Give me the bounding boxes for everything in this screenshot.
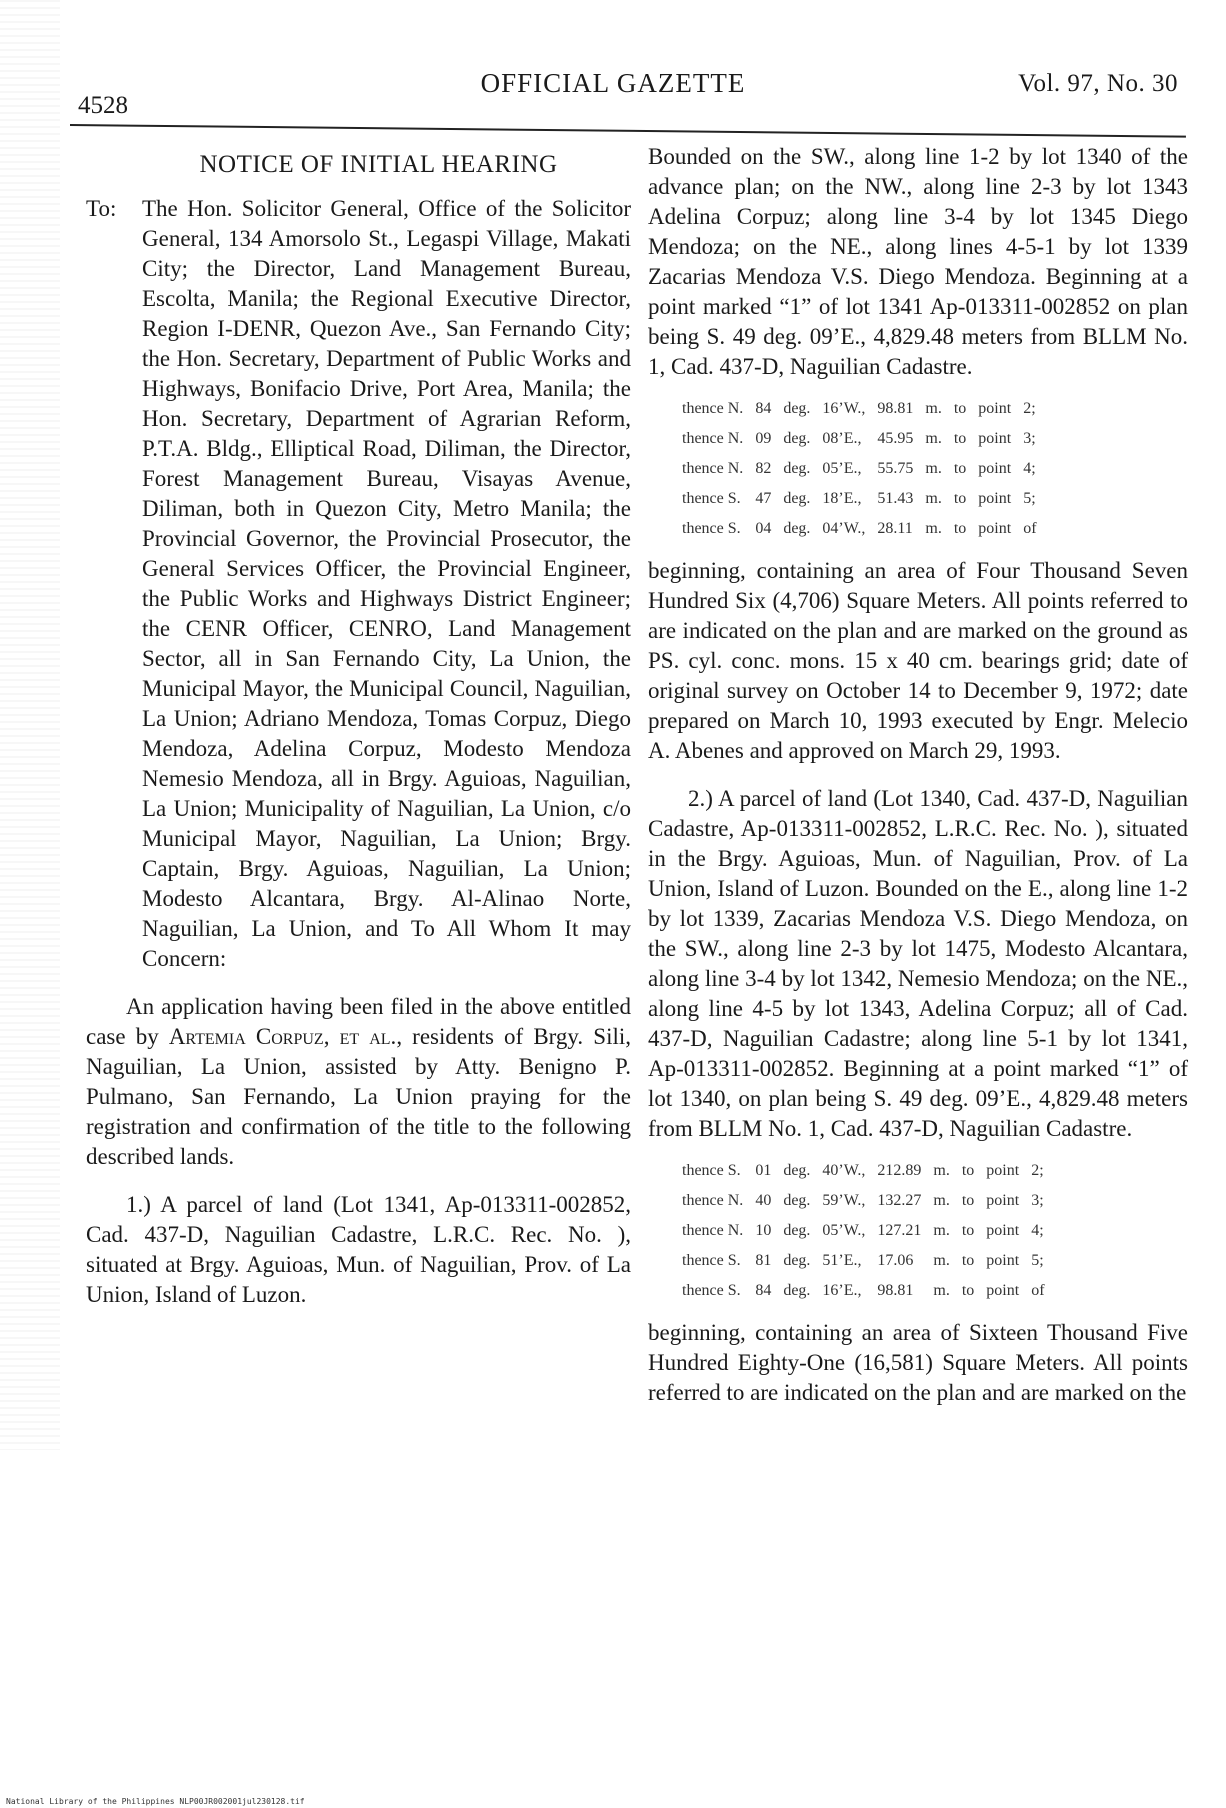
addressee-block xyxy=(86,194,631,974)
bearing-row xyxy=(676,1186,1051,1216)
bearing-row xyxy=(676,1276,1051,1306)
parcel-2-paragraph: 2.) A parcel of land (Lot 1340, Cad. 437-D, Naguilian Cadastre, Ap-013311-002852, L.R.C. Rec. No. ), situated in the Brgy. Aguioas, Mun. of Naguilian, Prov. of La Union, Island of Luzon. Bounded on the E., along line 1-2 by lot 1339, Zacarias Mendoza V.S. Diego Mendoza, on the SW., along line 2-3 by lot 1475, Modesto Alcantara, along line 3-4 by lot 1342, Nemesio Mendoza; on the NE., along line 4-5 by lot 1343, Adelina Corpuz; all of Cad. 437-D, Naguilian Cadastre; along line 5-1 by lot 1341, Ap-013311-002852. Beginning at a point marked “1” of lot 1340, on plan being S. 49 deg. 09’E., 4,829.48 meters from BLLM No. 1, Cad. 437-D, Naguilian Cadastre. xyxy=(648,786,1188,1141)
bearing-cell: 5; xyxy=(1031,1252,1044,1269)
bearing-cell: 04 xyxy=(755,520,772,537)
bearing-cell: 84 xyxy=(755,1282,772,1299)
lot-1340-area-paragraph: beginning, containing an area of Sixteen Thousand Five Hundred Eighty-One (16,581) Square Meters. All points referred to are indicated on the plan and are marked on the xyxy=(648,1320,1188,1405)
scan-noise xyxy=(0,0,60,1450)
bearing-cell: 2; xyxy=(1023,400,1036,417)
bearing-cell: to xyxy=(961,1162,975,1179)
bearing-cell: 98.81 xyxy=(877,400,914,417)
bearing-cell: 82 xyxy=(755,460,772,477)
addressee-text: The Hon. Solicitor General, Office of the Solicitor General, 134 Amorsolo St., Legaspi Village, Makati City; the Director, Land Management Bureau, Escolta, Manila; the Regional Executive Director, Region I-DENR, Quezon Ave., San Fernando City; the Hon. Secretary, Department of Public Works and Highways, Bonifacio Drive, Port Area, Manila; the Hon. Secretary, Department of Agrarian Reform, P.T.A. Bldg., Elliptical Road, Diliman, the Director, Forest Management Bureau, Visayas Avenue, Diliman, both in Quezon City, Metro Manila; the Provincial Governor, the Provincial Prosecutor, the General Services Officer, the Provincial Engineer, the Public Works and Highways District Engineer; the CENR Officer, CENRO, Land Management Sector, all in San Fernando City, La Union, the Municipal Mayor, the Municipal Council, Naguilian, La Union; Adriano Mendoza, Tomas Corpuz, Diego Mendoza, Adelina Corpuz, Modesto Mendoza Nemesio Mendoza, all in Brgy. Aguioas, Naguilian, La Union; Municipality of Naguilian, La Union, c/o Municipal Mayor, Naguilian, La Union; Brgy. Captain, Brgy. Aguioas, Naguilian, La Union; Modesto Alcantara, Brgy. Al-Alinao Norte, Naguilian, La Union, and To All Whom It may Concern: xyxy=(142,196,631,971)
page-number: 4528 xyxy=(78,92,128,119)
bearing-cell: thence N. xyxy=(682,1222,744,1239)
bearing-cell: thence N. xyxy=(682,430,744,447)
bearing-cell: 84 xyxy=(755,400,772,417)
bearing-cell: m. xyxy=(925,400,942,417)
bearing-row xyxy=(676,424,1043,454)
bearings-table-lot-1340 xyxy=(676,1156,1051,1306)
bearing-cell: m. xyxy=(933,1222,950,1239)
bearing-row xyxy=(676,484,1043,514)
bearing-cell: thence N. xyxy=(682,400,744,417)
bearing-cell: to xyxy=(953,400,967,417)
application-text-start: An application having been filed in the above entitled case by xyxy=(86,994,631,1049)
bearing-cell: m. xyxy=(925,430,942,447)
bearing-cell: to xyxy=(953,520,967,537)
bearing-cell: deg. xyxy=(783,1162,811,1179)
bearing-cell: 10 xyxy=(755,1222,772,1239)
bearing-cell: to xyxy=(961,1192,975,1209)
bearing-cell: to xyxy=(961,1282,975,1299)
bearing-cell: m. xyxy=(925,490,942,507)
bearing-cell: m. xyxy=(933,1192,950,1209)
bearing-cell: 55.75 xyxy=(877,460,914,477)
bearing-cell: 05’E., xyxy=(822,460,862,477)
bearing-cell: deg. xyxy=(783,1192,811,1209)
bearing-cell: thence S. xyxy=(682,1162,741,1179)
bearing-cell: 59’W., xyxy=(822,1192,866,1209)
bearing-row xyxy=(676,514,1043,544)
bearing-cell: 3; xyxy=(1023,430,1036,447)
to-label: To: xyxy=(86,196,117,221)
parcel-1-paragraph: 1.) A parcel of land (Lot 1341, Ap-013311-002852, Cad. 437-D, Naguilian Cadastre, L.R.C. Rec. No. ), situated at Brgy. Aguioas, Mun. of Naguilian, Prov. of La Union, Island of Luzon. xyxy=(86,1192,631,1307)
bearing-cell: 01 xyxy=(755,1162,772,1179)
left-column xyxy=(86,142,631,1310)
bearing-cell: m. xyxy=(933,1282,950,1299)
bearing-cell: to xyxy=(961,1252,975,1269)
bearing-cell: 05’W., xyxy=(822,1222,866,1239)
bearing-cell: 28.11 xyxy=(877,520,913,537)
bearing-cell: 17.06 xyxy=(877,1252,914,1269)
bearing-cell: to xyxy=(961,1222,975,1239)
bearing-cell: 40 xyxy=(755,1192,772,1209)
bearing-cell: 40’W., xyxy=(822,1162,866,1179)
bearing-cell: thence S. xyxy=(682,490,741,507)
bearing-cell: m. xyxy=(925,520,942,537)
bearing-row xyxy=(676,1156,1051,1186)
lot-1341-bounds-paragraph: Bounded on the SW., along line 1-2 by lot 1340 of the advance plan; on the NW., along line 2-3 by lot 1343 Adelina Corpuz; along line 3-4 by lot 1345 Diego Mendoza; on the NE., along lines 4-5-1 by lot 1339 Zacarias Mendoza V.S. Diego Mendoza. Beginning at a point marked “1” of lot 1341 Ap-013311-002852 on plan being S. 49 deg. 09’E., 4,829.48 meters from BLLM No. 1, Cad. 437-D, Naguilian Cadastre. xyxy=(648,144,1188,379)
bearing-cell: thence S. xyxy=(682,1252,741,1269)
bearing-cell: 09 xyxy=(755,430,772,447)
bearing-row xyxy=(676,454,1043,484)
bearing-row xyxy=(676,1216,1051,1246)
bearing-cell: 212.89 xyxy=(877,1162,922,1179)
bearing-cell: of xyxy=(1031,1282,1045,1299)
bearing-cell: point xyxy=(978,460,1012,477)
lot-1341-area-paragraph: beginning, containing an area of Four Thousand Seven Hundred Six (4,706) Square Meters. All points referred to are indicated on the plan and are marked on the ground as PS. cyl. conc. mons. 15 x 40 cm. bearings grid; date of original survey on October 14 to December 9, 1972; date prepared on March 10, 1993 executed by Engr. Melecio A. Abenes and approved on March 29, 1993. xyxy=(648,558,1188,763)
bearing-cell: 08’E., xyxy=(822,430,862,447)
scan-footer: National Library of the Philippines NLP00JR002001jul230128.tif xyxy=(6,1797,305,1806)
bearing-cell: m. xyxy=(933,1252,950,1269)
bearing-cell: 51.43 xyxy=(877,490,914,507)
bearing-cell: 16’W., xyxy=(822,400,866,417)
bearing-cell: 4; xyxy=(1023,460,1036,477)
bearing-cell: deg. xyxy=(783,1282,811,1299)
bearing-cell: 132.27 xyxy=(877,1192,922,1209)
bearing-cell: 2; xyxy=(1031,1162,1044,1179)
bearing-cell: deg. xyxy=(783,1252,811,1269)
applicant-name: Artemia Corpuz, et al. xyxy=(168,1024,397,1049)
bearing-cell: thence S. xyxy=(682,1282,741,1299)
bearing-cell: 127.21 xyxy=(877,1222,922,1239)
bearing-cell: 4; xyxy=(1031,1222,1044,1239)
bearing-cell: 47 xyxy=(755,490,772,507)
bearing-cell: thence N. xyxy=(682,1192,744,1209)
bearing-cell: thence N. xyxy=(682,460,744,477)
bearing-cell: 3; xyxy=(1031,1192,1044,1209)
bearing-cell: 81 xyxy=(755,1252,772,1269)
bearing-cell: thence S. xyxy=(682,520,741,537)
bearing-cell: 45.95 xyxy=(877,430,914,447)
running-title: OFFICIAL GAZETTE xyxy=(480,68,746,98)
bearing-cell: 98.81 xyxy=(877,1282,914,1299)
bearing-cell: 16’E., xyxy=(822,1282,862,1299)
bearing-cell: point xyxy=(978,430,1012,447)
bearing-cell: to xyxy=(953,490,967,507)
bearing-row xyxy=(676,1246,1051,1276)
bearings-table-lot-1341 xyxy=(676,394,1043,544)
bearing-cell: point xyxy=(986,1282,1020,1299)
notice-heading: NOTICE OF INITIAL HEARING xyxy=(199,151,558,178)
bearing-row xyxy=(676,394,1043,424)
bearing-cell: 51’E., xyxy=(822,1252,862,1269)
bearing-cell: deg. xyxy=(783,490,811,507)
bearing-cell: point xyxy=(978,400,1012,417)
bearing-cell: of xyxy=(1023,520,1037,537)
application-text-end: , residents of Brgy. Sili, Naguilian, La Union, assisted by Atty. Benigno P. Pulmano, San Fernando, La Union praying for the registration and confirmation of the title to the following described lands. xyxy=(86,1024,631,1169)
bearing-cell: point xyxy=(986,1192,1020,1209)
bearing-cell: point xyxy=(986,1162,1020,1179)
bearing-cell: deg. xyxy=(783,1222,811,1239)
bearing-cell: point xyxy=(986,1252,1020,1269)
bearing-cell: m. xyxy=(933,1162,950,1179)
bearing-cell: deg. xyxy=(783,460,811,477)
application-paragraph xyxy=(86,992,631,1172)
right-column xyxy=(648,142,1188,1408)
bearing-cell: point xyxy=(978,490,1012,507)
bearing-cell: deg. xyxy=(783,400,811,417)
header-rule xyxy=(70,124,1186,138)
bearing-cell: 04’W., xyxy=(822,520,866,537)
volume-number: Vol. 97, No. 30 xyxy=(1018,70,1178,97)
bearing-cell: deg. xyxy=(783,520,811,537)
bearing-cell: 5; xyxy=(1023,490,1036,507)
bearing-cell: deg. xyxy=(783,430,811,447)
bearing-cell: to xyxy=(953,430,967,447)
bearing-cell: point xyxy=(986,1222,1020,1239)
bearing-cell: to xyxy=(953,460,967,477)
bearing-cell: m. xyxy=(925,460,942,477)
bearing-cell: 18’E., xyxy=(822,490,862,507)
bearing-cell: point xyxy=(978,520,1012,537)
